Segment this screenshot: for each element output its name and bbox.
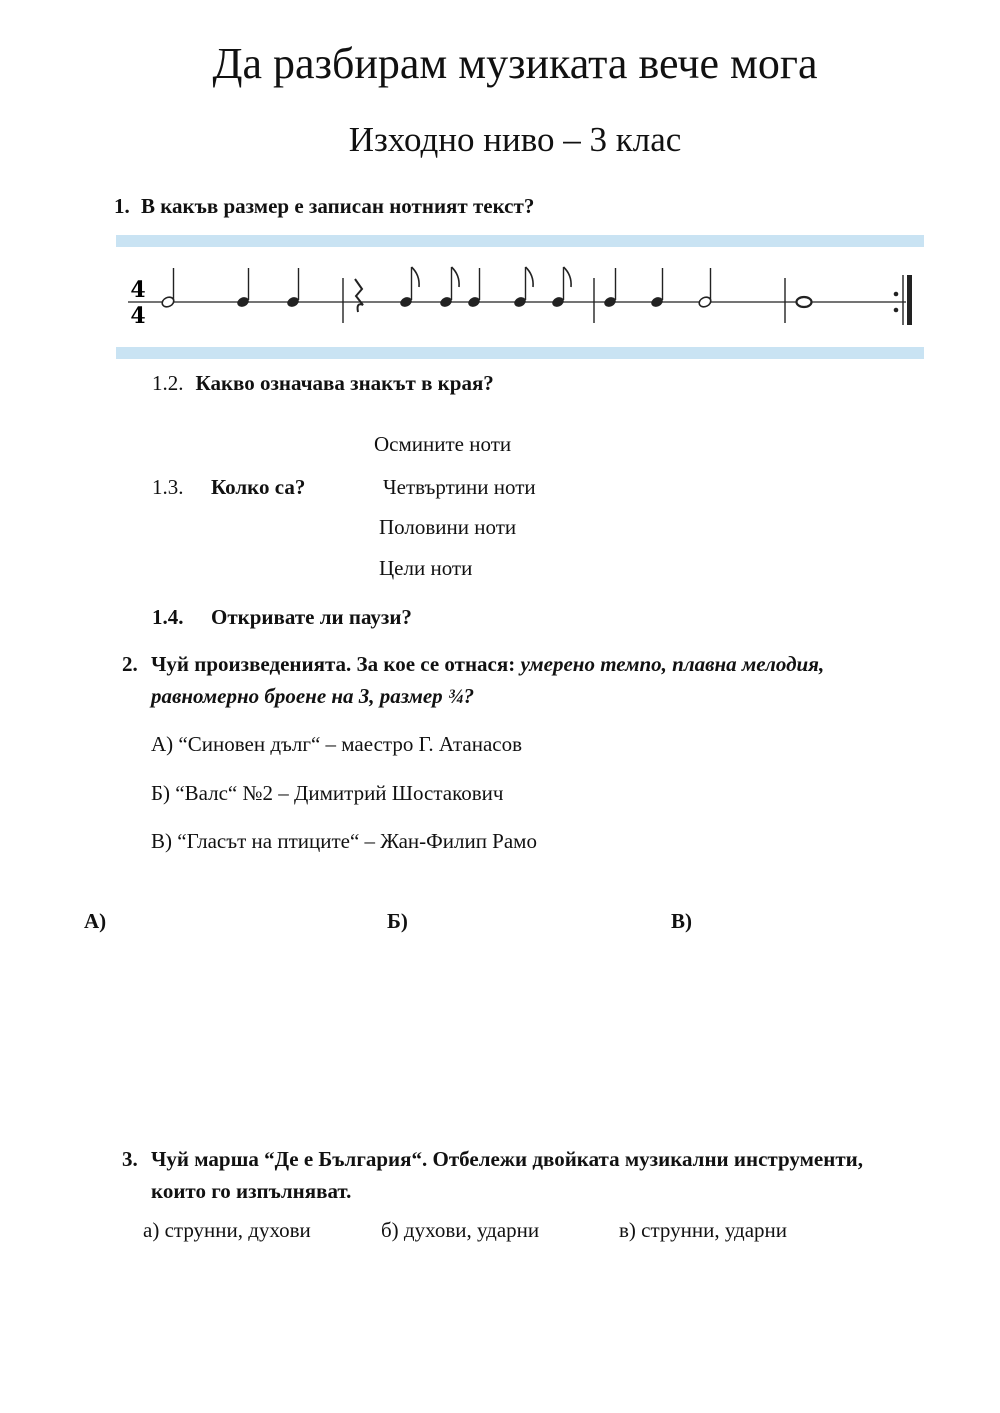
question-1-number: 1. [114,194,130,218]
answer-label-c: В) [671,909,692,933]
music-staff [116,235,924,359]
question-1 [114,194,534,219]
answer-label-b: Б) [387,909,408,933]
question-1-2-number: 1.2. [152,371,184,395]
question-2-line-1 [151,652,824,677]
time-signature-top: 4 [130,277,146,303]
question-2-criteria: умерено темпо, плавна мелодия, [520,652,825,676]
quarter-rest [355,279,363,312]
question-2-line-2: равномерно броене на 3, размер ¾? [151,684,475,708]
repeat-dot [894,308,899,313]
staff-notation [116,235,924,359]
question-1-4-text: Откривате ли паузи? [211,605,412,629]
repeat-thick-bar [907,275,912,325]
question-2-number: 2. [122,652,138,676]
instrument-option-a: а) струнни, духови [143,1218,311,1242]
question-1-text: В какъв размер е записан нотният текст? [141,194,535,218]
question-1-3-number: 1.3. [152,475,184,499]
page-subtitle: Изходно ниво – 3 клас [348,120,682,159]
note-option-3: Половини ноти [379,515,517,539]
piece-option-c: В) “Гласът на птиците“ – Жан-Филип Рамо [151,829,537,853]
answer-label-a: А) [84,909,107,933]
question-3-number: 3. [122,1147,138,1171]
question-3-line-1: Чуй марша “Де е България“. Отбележи двойката музикални инструменти, [151,1147,864,1171]
piece-option-a: А) “Синовен дълг“ – маестро Г. Атанасов [151,732,523,756]
question-1-3-text: Колко са? [211,475,306,499]
question-2-text: Чуй произведенията. За кое се отнася: [151,652,521,676]
note-option-2: Четвъртини ноти [383,475,536,499]
question-1-2 [152,371,494,396]
page-title: Да разбирам музиката вече мога [212,39,818,88]
question-1-2-text: Какво означава знакът в края? [195,371,494,395]
instrument-option-c: в) струнни, ударни [619,1218,788,1242]
question-3-line-2: които го изпълняват. [151,1179,352,1203]
time-signature-bottom: 4 [130,303,146,329]
note-option-1: Осмините ноти [374,432,512,456]
note-option-4: Цели ноти [379,556,473,580]
instrument-option-b: б) духови, ударни [381,1218,540,1242]
repeat-dot [894,292,899,297]
question-1-4-number: 1.4. [152,605,184,629]
whole-note [797,297,812,307]
piece-option-b: Б) “Валс“ №2 – Димитрий Шостакович [151,781,504,805]
